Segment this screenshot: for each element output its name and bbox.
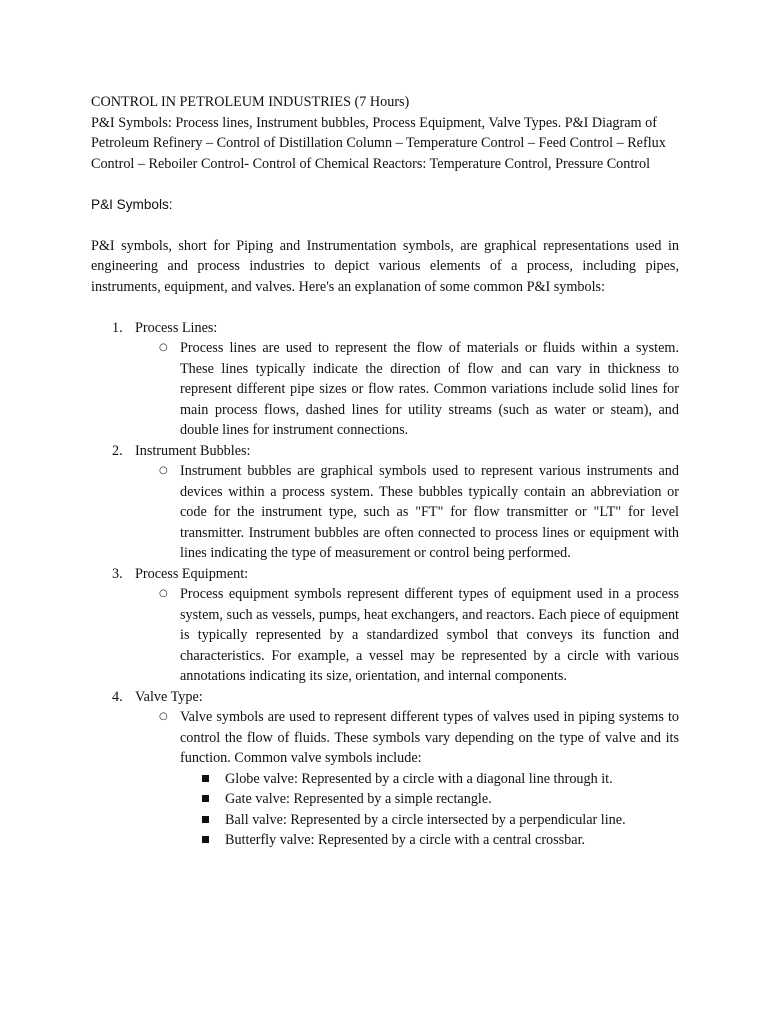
valve-list: [180, 769, 679, 851]
item-title: Process Lines:: [135, 319, 218, 336]
valve-item: Butterfly valve: Represented by a circle with a central crossbar.: [180, 830, 679, 851]
item-description: ○ Process equipment symbols represent different types of equipment used in a process system, such as vessels, pumps, heat exchangers, and reactors. Each piece of equipment is typically represented by a standardized symbol that conveys its function and characteristics. For example, a vessel may be represented by a circle with various annotations indicating its size, orientation, and internal components.: [159, 586, 679, 684]
hollow-circle-bullet-icon: ○: [159, 711, 168, 722]
section-heading: P&I Symbols:: [91, 196, 173, 212]
list-item-instrument-bubbles: [91, 441, 679, 564]
item-description: ○ Valve symbols are used to represent different types of valves used in piping systems to control the flow of fluids. These symbols vary depending on the type of valve and its function. Common valve symbols include: Globe valve: Represented by a circle with a diagonal line through it. Gate valve: Represented by a simple rectangle. Ball valve: Represented by a circle intersected by a perpendicular line. Butterfly valve: Represented by a circle with a central crossbar.: [135, 707, 679, 851]
hollow-circle-bullet-icon: ○: [159, 342, 168, 353]
item-description: ○ Instrument bubbles are graphical symbols used to represent various instruments and devices within a process system. These bubbles typically contain an abbreviation or code for the instrument type, such as "FT" for flow transmitter or "LT" for level transmitter. Instrument bubbles are often connected to process lines or equipment with lines indicating the type of measurement or control being performed.: [159, 463, 679, 561]
square-bullet-icon: [202, 795, 209, 802]
square-bullet-icon: [202, 775, 209, 782]
course-header: [91, 92, 679, 174]
list-item-valve-type: [91, 687, 679, 851]
valve-item: Ball valve: Represented by a circle intersected by a perpendicular line.: [180, 810, 679, 831]
course-title: CONTROL IN PETROLEUM INDUSTRIES (7 Hours): [91, 94, 410, 110]
item-number: 3.: [112, 565, 123, 582]
hollow-circle-bullet-icon: ○: [159, 465, 168, 476]
item-title: Instrument Bubbles:: [135, 442, 251, 459]
list-item-process-lines: [91, 318, 679, 441]
square-bullet-icon: [202, 816, 209, 823]
valve-item: Globe valve: Represented by a circle with a diagonal line through it.: [180, 769, 679, 790]
valve-item: Gate valve: Represented by a simple rectangle.: [180, 789, 679, 810]
item-number: 1.: [112, 319, 123, 336]
document-page: [91, 92, 679, 851]
hollow-circle-bullet-icon: ○: [159, 588, 168, 599]
section-intro: P&I symbols, short for Piping and Instrumentation symbols, are graphical representations used in engineering and process industries to depict various elements of a process, including pipes, instruments, equipment, and valves. Here's an explanation of some common P&I symbols:: [91, 237, 679, 295]
item-description: ○ Process lines are used to represent the flow of materials or fluids within a system. These lines typically indicate the direction of flow and can vary in thickness to represent different pipe sizes or flow rates. Common variations include solid lines for main process flows, dashed lines for utility streams (such as water or steam), and double lines for instrument connections.: [159, 340, 679, 438]
item-title: Process Equipment:: [135, 565, 249, 582]
symbol-list: [91, 318, 679, 851]
square-bullet-icon: [202, 836, 209, 843]
list-item-process-equipment: [91, 564, 679, 687]
course-syllabus: P&I Symbols: Process lines, Instrument bubbles, Process Equipment, Valve Types. P&I Diagram of Petroleum Refinery – Control of Distillation Column – Temperature Control – Feed Control – Reflux Control – Reboiler Control- Control of Chemical Reactors: Temperature Control, Pressure Control: [91, 114, 666, 172]
item-title: Valve Type:: [135, 688, 203, 705]
item-number: 4.: [112, 688, 123, 705]
item-number: 2.: [112, 442, 123, 459]
